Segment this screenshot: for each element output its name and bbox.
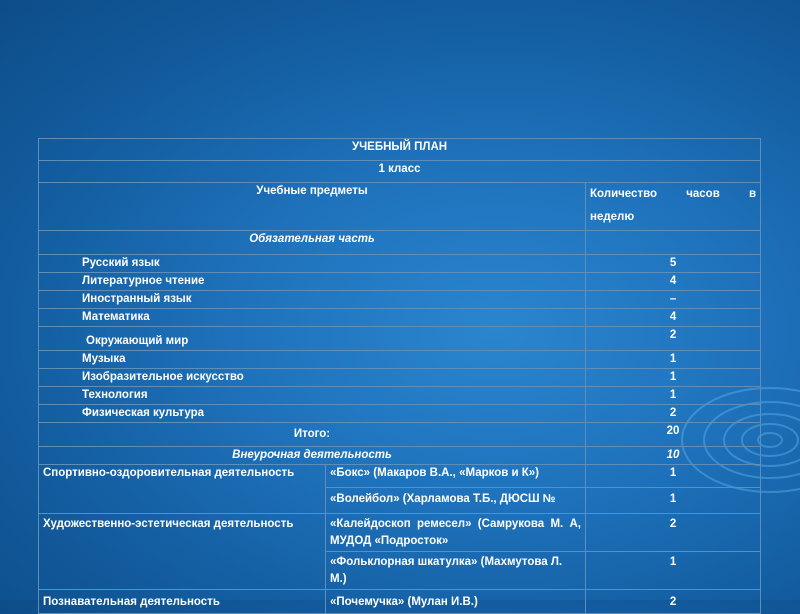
subject-name: Математика [39, 309, 586, 327]
subject-hours: – [586, 291, 761, 309]
activity-area: Познавательная деятельность [39, 590, 326, 614]
extracurricular-value: 10 [586, 447, 761, 465]
curriculum-table [38, 138, 761, 614]
subject-hours: 1 [586, 351, 761, 369]
activity-hours: 2 [586, 514, 761, 552]
activity-name: «Фольклорная шкатулка» (Махмутова Л. М.) [326, 552, 586, 590]
mandatory-label: Обязательная часть [39, 231, 586, 255]
hours-header-word: в [748, 188, 757, 200]
activity-hours: 1 [586, 552, 761, 590]
subject-hours: 4 [586, 273, 761, 291]
activity-name: «Почемучка» (Мулан И.В.) [326, 590, 586, 614]
subject-row [39, 309, 761, 327]
subjects-header: Учебные предметы [39, 183, 586, 231]
subject-row [39, 291, 761, 309]
hours-header-word: Количество [590, 188, 658, 200]
subject-row [39, 327, 761, 351]
subject-name: Иностранный язык [39, 291, 586, 309]
subject-name: Технология [39, 387, 586, 405]
activity-hours: 1 [586, 488, 761, 514]
total-value: 20 [586, 423, 761, 447]
subject-name: Окружающий мир [39, 327, 586, 351]
subject-name: Изобразительное искусство [39, 369, 586, 387]
subject-row [39, 405, 761, 423]
subject-hours: 2 [586, 405, 761, 423]
total-row [39, 423, 761, 447]
column-header-row [39, 183, 761, 231]
plan-title: УЧЕБНЫЙ ПЛАН [39, 139, 761, 161]
grade-row [39, 161, 761, 183]
activity-row [39, 590, 761, 614]
subject-hours: 1 [586, 387, 761, 405]
activity-row [39, 514, 761, 552]
subject-name: Литературное чтение [39, 273, 586, 291]
subject-hours: 5 [586, 255, 761, 273]
activity-area: Художественно-эстетическая деятельность [39, 514, 326, 590]
hours-header-line2: неделю [590, 211, 635, 223]
hours-header-word: часов [686, 188, 720, 200]
subject-name: Музыка [39, 351, 586, 369]
subject-row [39, 351, 761, 369]
subject-hours: 1 [586, 369, 761, 387]
activity-name: «Бокс» (Макаров В.А., «Марков и К») [326, 465, 586, 488]
activity-name: «Волейбол» (Харламова Т.Б., ДЮСШ № [326, 488, 586, 514]
extracurricular-label: Внеурочная деятельность [39, 447, 586, 465]
grade-label: 1 класс [39, 161, 761, 183]
extracurricular-row [39, 447, 761, 465]
subject-hours: 2 [586, 327, 761, 351]
subject-row [39, 273, 761, 291]
subject-name: Физическая культура [39, 405, 586, 423]
subject-row [39, 255, 761, 273]
mandatory-row [39, 231, 761, 255]
activity-name: «Калейдоскоп ремесел» (Самрукова М. А, МУДОД «Подросток» [326, 514, 586, 552]
activity-hours: 1 [586, 465, 761, 488]
title-row [39, 139, 761, 161]
activity-hours: 2 [586, 590, 761, 614]
activity-area: Спортивно-оздоровительная деятельность [39, 465, 326, 514]
subject-name: Русский язык [39, 255, 586, 273]
activity-row [39, 465, 761, 488]
subject-row [39, 369, 761, 387]
total-label: Итого: [39, 423, 586, 447]
hours-header [586, 183, 761, 231]
subject-hours: 4 [586, 309, 761, 327]
subject-row [39, 387, 761, 405]
